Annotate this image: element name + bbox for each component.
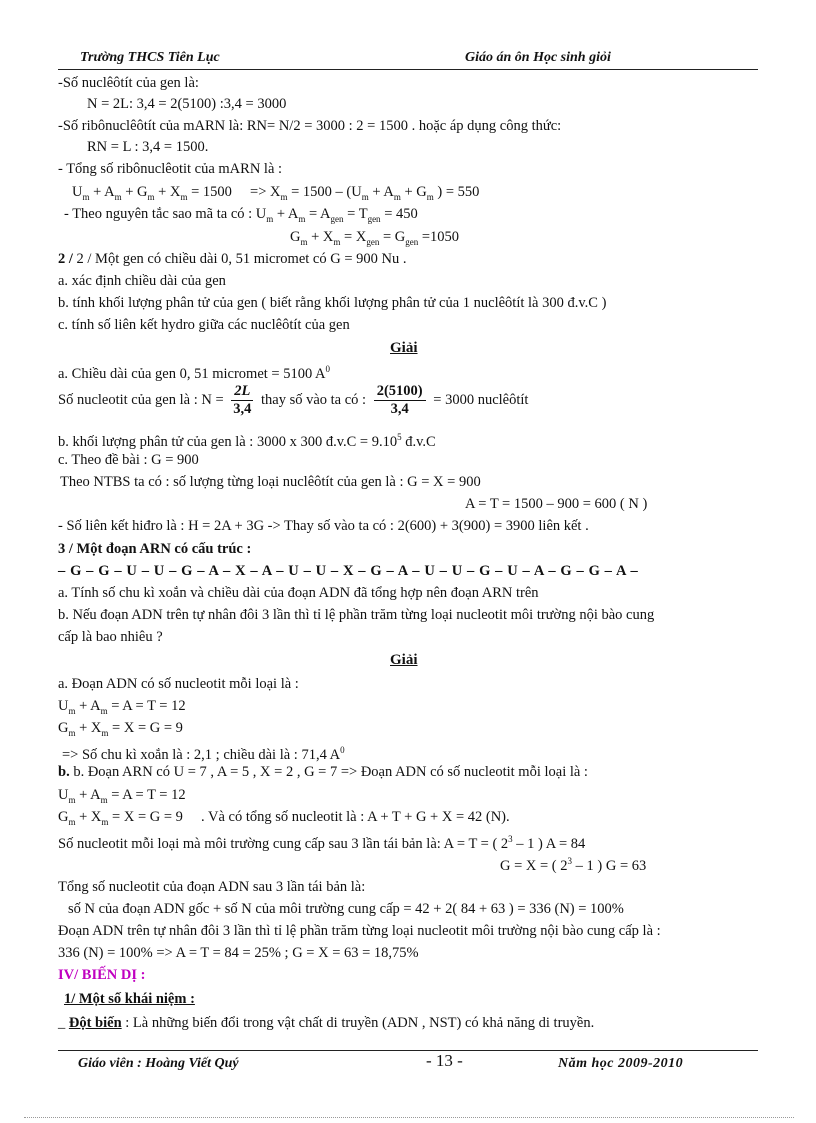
text-span: – 1 ) G = 63	[572, 857, 647, 874]
formula-line: $G_m + X_m = X_{gen} = G_{gen} =1050$	[290, 229, 460, 247]
text-span: Số nucleotit của gen là : N =	[58, 392, 224, 408]
formula-line: $U_m + A_m = A = T = 12$	[58, 698, 186, 716]
definition-line: _ Đột biến : Là những biến đổi trong vật chất di truyền (ADN , NST) có khả năng di truyền.	[58, 1015, 595, 1031]
footer-rule	[58, 1050, 758, 1051]
question-3: 3 / Một đoạn ARN có cấu trúc :	[58, 541, 252, 557]
fraction-5100	[374, 383, 426, 418]
question-2: 2 / 2 / Một gen có chiều dài 0, 51 micromet có G = 900 Nu .	[58, 251, 407, 267]
superscript: 0	[325, 364, 331, 374]
superscript: 5	[397, 432, 402, 442]
subsection-heading: 1/ Một số khái niệm :	[64, 991, 195, 1007]
school-year: Năm học 2009-2010	[558, 1056, 684, 1071]
text-line: - Số liên kết hiđro là : H = 2A + 3G -> Thay số vào ta có : 2(600) + 3(900) = 3900 liên kết .	[58, 518, 589, 534]
text-line: N = 2L: 3,4 = 2(5100) :3,4 = 3000	[87, 96, 287, 112]
superscript: 3	[508, 834, 513, 844]
text-span: b. khối lượng phân tử của gen là : 3000 x 300 đ.v.C = 9.10	[58, 433, 398, 450]
text-span: b. Đoạn ARN có U = 7 , A = 5 , X = 2 , G = 7 => Đoạn ADN có số nucleotit mỗi loại là :	[73, 764, 588, 780]
text-span: => Số chu kì xoắn là : 2,1 ; chiều dài là : 71,4 A	[62, 746, 341, 763]
page-number: - 13 -	[426, 1051, 463, 1070]
text-line: b. b. Đoạn ARN có U = 7 , A = 5 , X = 2 , G = 7 => Đoạn ADN có số nucleotit mỗi loại là :	[58, 764, 588, 780]
superscript: 0	[340, 745, 345, 755]
fraction-numerator: 2L	[231, 383, 253, 401]
text-line: - Tổng số ribônuclêotit của mARN là :	[58, 161, 283, 177]
text-span: thay số vào ta có :	[260, 392, 367, 408]
fraction-denominator: 3,4	[233, 401, 252, 418]
text-line: a. Tính số chu kì xoắn và chiều dài của đoạn ADN đã tổng hợp nên đoạn ARN trên	[58, 585, 539, 601]
formula-line	[58, 380, 528, 420]
text-line: b. Nếu đoạn ADN trên tự nhân đôi 3 lần thì tỉ lệ phần trăm từng loại nucleotit môi trường nội bào cung	[58, 607, 655, 623]
text-span: Số nucleotit mỗi loại mà môi trường cung cấp sau 3 lần tái bản là: A = T = ( 2	[58, 835, 509, 852]
formula-line: - Theo nguyên tắc sao mã ta có : $U_m + A_m = A_{gen} = T_{gen} = 450$	[64, 206, 418, 224]
text-line	[58, 428, 436, 451]
text-line: b. tính khối lượng phân tử của gen ( biết rằng khối lượng phân tử của 1 nuclêôtít là 300 đ.v.C )	[58, 295, 607, 311]
superscript: 3	[567, 856, 573, 866]
text-line: c. tính số liên kết hydro giữa các nuclêôtít của gen	[58, 317, 350, 333]
text-line: Theo NTBS ta có : số lượng từng loại nuclêôtít của gen là : G = X = 900	[60, 474, 481, 490]
text-line: Tổng số nucleotit của đoạn ADN sau 3 lần tái bản là:	[58, 879, 366, 895]
school-name: Trường THCS Tiên Lục	[80, 50, 220, 65]
text-span: a. Chiều dài của gen 0, 51 micromet = 5100 A	[58, 365, 326, 382]
teacher-name: Giáo viên : Hoàng Viết Quý	[78, 1056, 239, 1071]
text-line: RN = L : 3,4 = 1500.	[87, 139, 209, 155]
text-line: số N của đoạn ADN gốc + số N của môi trường cung cấp = 42 + 2( 84 + 63 ) = 336 (N) = 100%	[68, 901, 624, 917]
heading-giai: Giải	[390, 652, 418, 668]
rna-sequence: – G – G – U – U – G – A – X – A – U – U – X – G – A – U – U – G – U – A – G – G – A –	[58, 563, 639, 579]
text-line	[58, 830, 585, 853]
formula-line: $G_m + X_m = X = G = 9$ . Và có tổng số nucleotit là : A + T + G + X = 42 (N).	[58, 809, 510, 827]
text-line: c. Theo đề bài : G = 900	[58, 452, 199, 468]
formula-line: $U_m + A_m + G_m + X_m = 1500$ => $X_m = 1500 - (U_m + A_m + G_m$ ) = 550	[72, 184, 480, 202]
formula-line: $U_m + A_m = A = T = 12$	[58, 787, 186, 805]
text-span: G = X = ( 2	[500, 857, 568, 874]
text-line: a. Đoạn ADN có số nucleotit mỗi loại là :	[58, 676, 299, 692]
question-text: 2 / Một gen có chiều dài 0, 51 micromet có G = 900 Nu .	[76, 251, 407, 267]
text-line: -Số ribônuclêôtít của mARN là: RN= N/2 = 3000 : 2 = 1500 . hoặc áp dụng công thức:	[58, 118, 562, 134]
text-span: đ.v.C	[401, 433, 436, 450]
term: Đột biến	[68, 1015, 122, 1031]
text-line: -Số nuclêôtít của gen là:	[58, 75, 199, 91]
header-rule	[58, 69, 758, 70]
fraction-numerator: 2(5100)	[374, 383, 426, 401]
text-line: A = T = 1500 – 900 = 600 ( N )	[465, 496, 648, 512]
formula-label: - Theo nguyên tắc sao mã ta có :	[64, 206, 253, 222]
section-heading: IV/ BIẾN DỊ :	[58, 967, 146, 983]
formula-line: $G_m + X_m = X = G = 9$	[58, 720, 183, 738]
text-span: = 3000 nuclêôtít	[433, 392, 529, 408]
heading-giai: Giải	[390, 340, 418, 356]
text-span: . Và có tổng số nucleotit là : A + T + G + X = 42 (N).	[201, 809, 510, 825]
text-line: cấp là bao nhiêu ?	[58, 629, 163, 645]
fraction-denominator: 3,4	[390, 401, 409, 418]
fraction-2L	[231, 383, 253, 418]
text-line: a. xác định chiều dài của gen	[58, 273, 226, 289]
text-line: Đoạn ADN trên tự nhân đôi 3 lần thì tỉ lệ phần trăm từng loại nucleotit môi trường nội bào cung cấp là :	[58, 923, 661, 939]
text-span: – 1 ) A = 84	[512, 835, 586, 852]
page-footer	[0, 1051, 816, 1078]
text-line: 336 (N) = 100% => A = T = 84 = 25% ; G = X = 63 = 18,75%	[58, 945, 419, 961]
document-title: Giáo án ôn Học sinh giỏi	[465, 50, 611, 65]
definition: : Là những biến đổi trong vật chất di truyền (ADN , NST) có khả năng di truyền.	[121, 1015, 595, 1031]
text-line	[500, 852, 646, 875]
page-edge	[24, 1117, 794, 1118]
text-line	[62, 741, 345, 764]
